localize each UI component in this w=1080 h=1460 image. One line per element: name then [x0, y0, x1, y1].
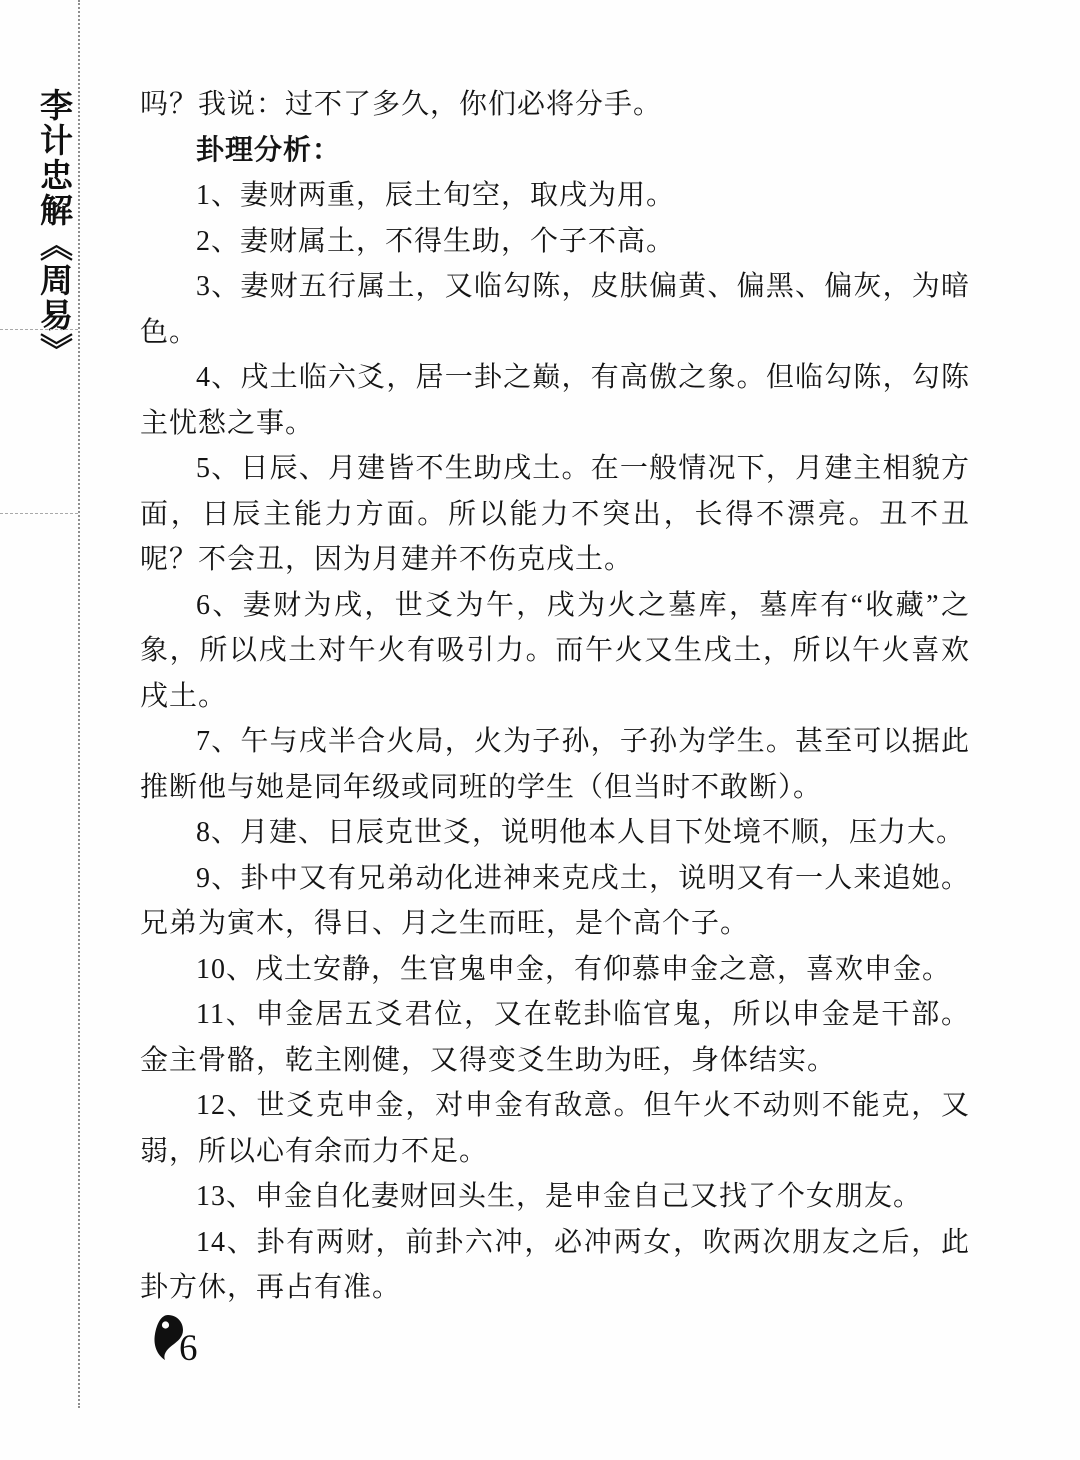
analysis-item: 14、卦有两财，前卦六冲，必冲两女，吹两次朋友之后，此卦方休，再占有准。 — [140, 1226, 970, 1303]
analysis-item: 5、日辰、月建皆不生助戌土。在一般情况下，月建主相貌方面，日辰主能力方面。所以能力不突出，长得不漂亮。丑不丑呢？不会丑，因为月建并不伤克戌土。 — [140, 453, 970, 575]
margin-dash-mark — [0, 513, 78, 514]
margin-dash-mark — [0, 329, 78, 330]
analysis-item: 1、妻财两重，辰土旬空，取戌为用。 — [196, 180, 676, 211]
analysis-item: 6、妻财为戌，世爻为午，戌为火之墓库，墓库有“收藏”之象，所以戌土对午火有吸引力。而午火又生戌土，所以午火喜欢戌土。 — [140, 589, 970, 712]
analysis-items — [140, 173, 970, 1311]
analysis-item: 8、月建、日辰克世爻，说明他本人目下处境不顺，压力大。 — [196, 817, 966, 848]
analysis-item: 2、妻财属土，不得生助，个子不高。 — [196, 225, 676, 257]
analysis-item: 7、午与戌半合火局，火为子孙，子孙为学生。甚至可以据此推断他与她是同年级或同班的学生（但当时不敢断）。 — [140, 726, 970, 803]
margin-divider-line — [78, 0, 80, 1408]
analysis-item: 13、申金自化妻财回头生，是申金自己又找了个女朋友。 — [196, 1181, 923, 1212]
page-text — [140, 82, 970, 1311]
analysis-item: 11、申金居五爻君位，又在乾卦临官鬼，所以申金是干部。金主骨骼，乾主刚健，又得变爻生助为旺，身体结实。 — [140, 999, 970, 1076]
intro-paragraph: 吗？我说：过不了多久，你们必将分手。 — [140, 89, 663, 120]
section-heading: 卦理分析： — [196, 134, 342, 166]
page-footer — [152, 1314, 198, 1369]
analysis-item: 12、世爻克申金，对申金有敌意。但午火不动则不能克，又弱，所以心有余而力不足。 — [140, 1090, 970, 1167]
analysis-item: 9、卦中又有兄弟动化进神来克戌土，说明又有一人来追她。兄弟为寅木，得日、月之生而旺，是个高个子。 — [140, 862, 970, 939]
page-number: 6 — [179, 1328, 198, 1369]
analysis-item: 4、戌土临六爻，居一卦之巅，有高傲之象。但临勾陈，勾陈主忧愁之事。 — [140, 362, 970, 439]
analysis-item: 10、戌土安静，生官鬼申金，有仰慕申金之意，喜欢申金。 — [196, 953, 952, 985]
analysis-item: 3、妻财五行属土，又临勾陈，皮肤偏黄、偏黑、偏灰，为暗色。 — [140, 271, 970, 348]
book-spine-title: 李计忠解《周易》 — [35, 88, 71, 368]
